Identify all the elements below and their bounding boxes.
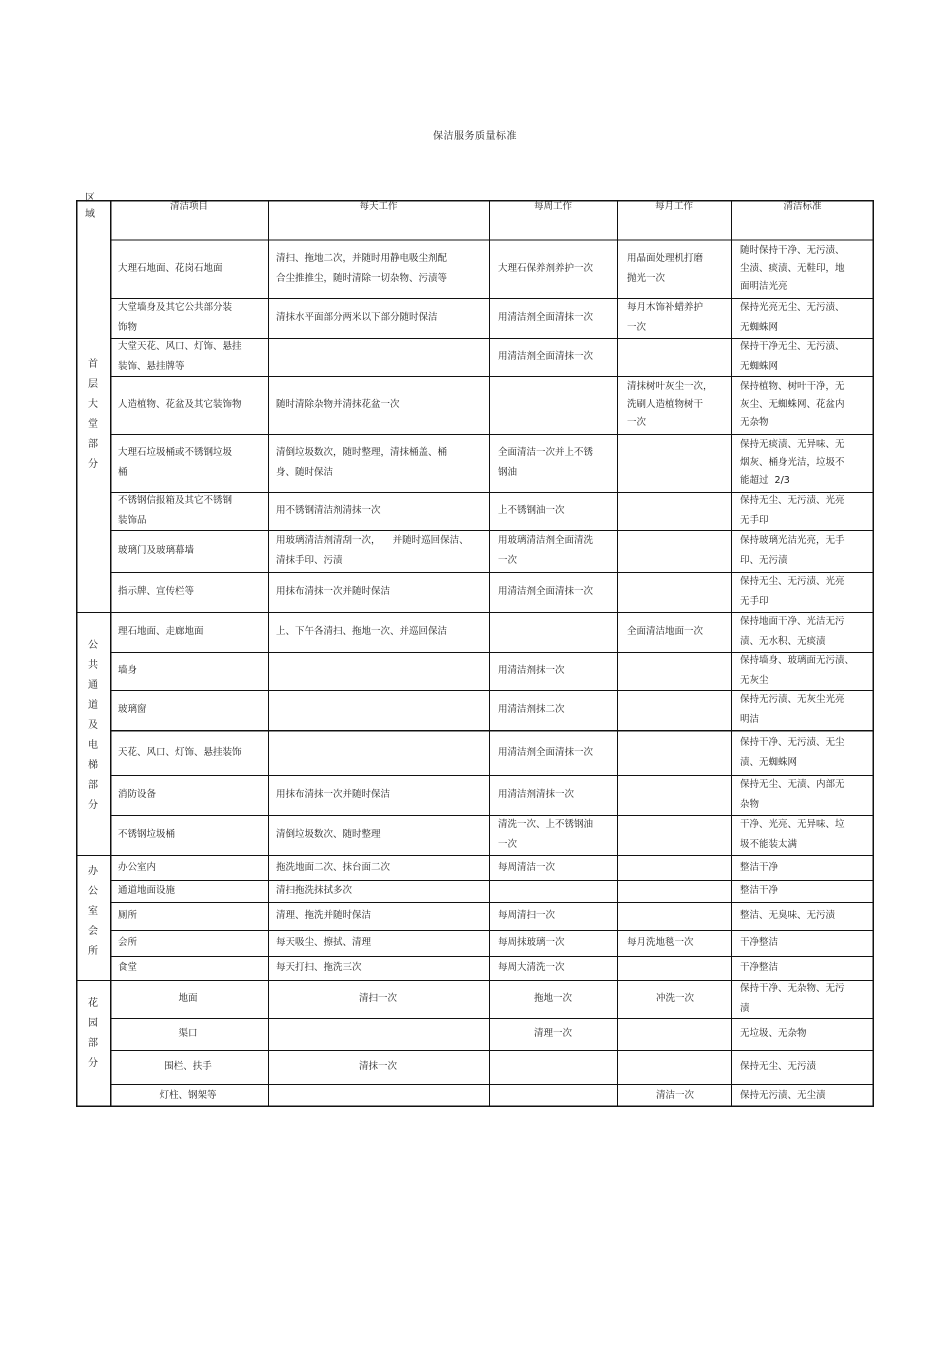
cell-standard: 整洁、无臭味、无污渍	[740, 910, 836, 921]
cell-monthly: 用晶面处理机打磨 抛光一次	[627, 253, 704, 284]
cell-item: 人造植物、花盆及其它装饰物	[118, 399, 242, 410]
region-header-label: 区 域	[85, 193, 95, 220]
cell-item: 大堂墙身及其它公共部分装 饰物	[118, 302, 233, 333]
cell-monthly: 清抹树叶灰尘一次， 洗刷人造植物树干 一次	[627, 381, 713, 428]
cell-daily: 清扫一次	[358, 993, 397, 1004]
cell-weekly: 每周大清洗一次	[498, 962, 565, 973]
cell-standard: 随时保持干净、无污渍、 尘渍、痰渍、无鞋印，地 面明洁光亮	[740, 245, 845, 292]
cell-weekly: 每周清扫一次	[498, 910, 556, 921]
header-monthly: 每月工作	[654, 201, 693, 212]
cell-standard: 保持光亮无尘、无污渍、 无蜘蛛网	[740, 302, 845, 333]
cell-daily: 每天吸尘、擦拭、清理	[276, 937, 372, 948]
cell-standard: 干净整洁	[740, 962, 779, 973]
section-label-char: 公	[88, 886, 98, 897]
cell-weekly: 拖地一次	[533, 993, 572, 1004]
cell-item: 大理石地面、花岗石地面	[118, 263, 223, 274]
cell-daily: 清倒垃圾数次、随时整理	[276, 829, 381, 840]
section-label-char: 大	[88, 399, 98, 410]
cell-standard: 保持植物、树叶干净，无 灰尘、无蜘蛛网、花盆内 无杂物	[740, 381, 845, 428]
section-label-char: 部	[88, 1038, 98, 1049]
cell-monthly: 全面清洁地面一次	[627, 626, 704, 637]
cell-weekly: 用清洁剂清抹一次	[498, 789, 575, 800]
section-label-char: 及	[88, 720, 98, 731]
cell-standard: 无垃圾、无杂物	[740, 1028, 807, 1039]
cell-weekly: 全面清洁一次并上不锈 钢油	[498, 447, 594, 478]
section-label-char: 室	[88, 906, 98, 917]
header-standard: 清洁标准	[783, 201, 822, 212]
cell-standard: 保持无污渍、无尘渍	[740, 1089, 826, 1101]
page-title: 保洁服务质量标准	[433, 131, 517, 142]
cell-weekly: 用清洁剂全面清抹一次	[498, 351, 594, 362]
cell-weekly: 用清洁剂抹二次	[498, 704, 565, 715]
section-label	[76, 862, 110, 962]
cell-daily: 用玻璃清洁剂清刮一次， 并随时巡回保洁、 清抹手印、污渍	[276, 535, 469, 566]
cell-weekly: 清洗一次、上不锈钢油 一次	[498, 819, 594, 850]
section-label-char: 部	[88, 439, 98, 450]
cell-item: 天花、风口、灯饰、悬挂装饰	[118, 746, 242, 758]
cell-weekly: 用清洁剂全面清抹一次	[498, 746, 594, 758]
section-label-char: 公	[88, 640, 98, 651]
cell-item: 消防设备	[118, 789, 157, 800]
section-label-char: 道	[88, 700, 98, 711]
section-label-char: 会	[88, 926, 98, 937]
cell-daily: 清抹一次	[358, 1061, 397, 1072]
cell-item: 食堂	[118, 962, 138, 973]
cell-daily: 清理、拖洗并随时保洁	[276, 910, 372, 921]
cell-item: 指示牌、宣传栏等	[118, 586, 195, 597]
cell-item: 围栏、扶手	[164, 1061, 212, 1072]
cell-standard: 整洁干净	[740, 861, 779, 873]
header-daily: 每天工作	[359, 201, 398, 212]
cell-weekly: 上不锈钢油一次	[498, 505, 565, 516]
cell-standard: 保持干净、无污渍、无尘 渍、无蜘蛛网	[740, 736, 845, 768]
cell-weekly: 用清洁剂抹一次	[498, 665, 565, 676]
section-label	[76, 636, 110, 816]
cell-monthly: 每月洗地毯一次	[627, 937, 694, 948]
cell-item: 办公室内	[118, 861, 157, 873]
cell-weekly: 用清洁剂全面清抹一次	[498, 312, 594, 323]
cell-item: 墙身	[118, 665, 138, 676]
cell-monthly: 清洁一次	[655, 1089, 694, 1101]
section-label-char: 梯	[88, 760, 98, 771]
cell-daily: 用不锈钢清洁剂清抹一次	[276, 505, 381, 516]
cell-standard: 保持干净无尘、无污渍、 无蜘蛛网	[740, 341, 845, 372]
cell-standard: 保持无尘、无污渍、光亮 无手印	[740, 495, 845, 526]
section-label-char: 分	[88, 800, 98, 811]
section-label-char: 所	[88, 946, 98, 957]
cell-monthly: 每月木饰补蜡养护 一次	[627, 302, 704, 333]
cell-standard: 整洁干净	[740, 885, 779, 896]
cell-item: 大理石垃圾桶或不锈钢垃圾 桶	[118, 447, 233, 478]
cell-item: 不锈钢信报箱及其它不锈钢 装饰品	[118, 495, 233, 526]
section-label	[76, 355, 110, 475]
cell-item: 地面	[178, 993, 198, 1004]
cell-weekly: 每周抹玻璃一次	[498, 937, 565, 948]
cell-standard: 保持地面干净、光洁无污 渍、无水积、无痰渍	[740, 616, 845, 647]
cell-weekly: 用清洁剂全面清抹一次	[498, 586, 594, 597]
section-label	[76, 994, 110, 1074]
quality-standard-table	[76, 200, 874, 1107]
cell-item: 灯柱、钢架等	[159, 1089, 217, 1101]
cell-weekly: 大理石保养剂养护一次	[498, 263, 594, 274]
section-label-char: 花	[88, 998, 98, 1009]
cell-daily: 上、下午各清扫、拖地一次、并巡回保洁	[276, 626, 448, 637]
cell-item: 理石地面、走廊地面	[118, 626, 204, 637]
cell-daily: 清倒垃圾数次，随时整理，清抹桶盖、桶 身、随时保洁	[276, 447, 448, 478]
cell-item: 通道地面设施	[118, 885, 176, 896]
section-label-char: 电	[88, 740, 98, 751]
cell-standard: 保持无痰渍、无异味、无 烟灰、桶身光洁，垃圾不 能超过 2/3	[740, 439, 845, 486]
section-label-char: 分	[88, 459, 98, 470]
section-label-char: 共	[88, 660, 98, 671]
cell-standard: 保持墙身、玻璃面无污渍、 无灰尘	[740, 655, 855, 686]
section-label-char: 层	[88, 379, 98, 390]
cell-standard: 保持无尘、无渍、内部无 杂物	[740, 779, 845, 810]
cell-standard: 干净、光亮、无异味、垃 圾不能装太满	[740, 819, 845, 850]
cell-standard: 保持无尘、无污渍、光亮 无手印	[740, 576, 845, 607]
cell-standard: 保持玻璃光洁光亮，无手 印、无污渍	[740, 535, 845, 566]
cell-weekly: 用玻璃清洁剂全面清洗 一次	[498, 535, 594, 566]
cell-item: 会所	[118, 937, 138, 948]
section-label-char: 通	[88, 680, 98, 691]
cell-item: 大堂天花、风口、灯饰、悬挂 装饰、悬挂牌等	[118, 341, 242, 372]
cell-daily: 拖洗地面二次、抹台面二次	[276, 861, 391, 873]
cell-item: 渠口	[178, 1028, 198, 1039]
cell-daily: 清扫、拖地二次，并随时用静电吸尘剂配 合尘推推尘，随时清除一切杂物、污渍等	[276, 253, 448, 284]
cell-item: 不锈钢垃圾桶	[118, 829, 176, 840]
cell-standard: 保持无尘、无污渍	[740, 1061, 817, 1072]
cell-item: 玻璃窗	[118, 704, 147, 715]
cell-daily: 用抹布清抹一次并随时保洁	[276, 789, 391, 800]
header-item: 清洁项目	[169, 201, 208, 212]
cell-daily: 清抹水平面部分两米以下部分随时保洁	[276, 312, 438, 323]
section-label-char: 首	[88, 359, 98, 370]
cell-daily: 每天打扫、拖洗三次	[276, 962, 362, 973]
cell-daily: 随时清除杂物并清抹花盆一次	[276, 399, 400, 410]
cell-weekly: 清理一次	[533, 1028, 572, 1039]
cell-standard: 保持干净、无杂物、无污 渍	[740, 983, 845, 1014]
section-label-char: 部	[88, 780, 98, 791]
section-label-char: 办	[88, 866, 98, 877]
cell-standard: 干净整洁	[740, 937, 779, 948]
header-weekly: 每周工作	[533, 201, 572, 212]
cell-weekly: 每周清洁一次	[498, 861, 556, 873]
section-label-char: 堂	[88, 419, 98, 430]
cell-monthly: 冲洗一次	[655, 993, 694, 1004]
section-label-char: 分	[88, 1058, 98, 1069]
section-label-char: 园	[88, 1018, 98, 1029]
cell-item: 厕所	[118, 910, 138, 921]
cell-standard: 保持无污渍、无灰尘光亮 明洁	[740, 694, 845, 725]
cell-daily: 清扫拖洗抹拭多次	[276, 885, 353, 896]
cell-item: 玻璃门及玻璃幕墙	[118, 545, 195, 556]
cell-daily: 用抹布清抹一次并随时保洁	[276, 586, 391, 597]
